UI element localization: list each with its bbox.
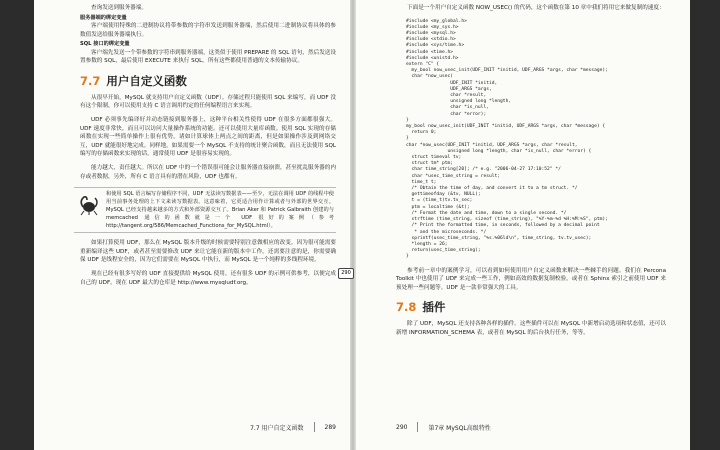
note-box <box>74 187 336 233</box>
right-page <box>356 0 690 450</box>
term-heading: SQL 接口的绑定变量 <box>80 41 130 48</box>
paragraph: 客户端先发送一个带参数的字符串到服务器端，这类似于使用 PREPARE 的 SQL 语句，然后发送设置参数的 SQL，最后使用 EXECUTE 来执行 SQL。所有这些都使用普通的文本传输协议。 <box>80 49 336 65</box>
section-heading <box>396 301 666 314</box>
section-number: 7.8 <box>396 300 417 315</box>
paragraph: 参考前一章中的案例学习，可以看到如何使用用户自定义函数来解决一些棘手的问题。我们在 Percona Toolkit 中也使用了 UDF 来完成一些工作，例如高效的数据复制校验，或者在 Sphinx 索引之前使用 UDF 来预处理一些问题等。UDF 是一款非常强大的工具。 <box>396 267 666 291</box>
right-margin-shadow <box>690 0 720 450</box>
term-heading: 服务器端的绑定变量 <box>80 14 127 21</box>
section-number: 7.7 <box>80 73 101 88</box>
code-block: #include <my_global.h> #include <my_sys.h> #include <mysql.h> #include <stdio.h> #include <sys/time.h> #include <time.h> #include <unistd.h> extern "C" { my_bool now_usec_init(UDF_INIT *initid, UDF_ARGS *args, char *message); char *now_usec( UDF_INIT *initid, UDF_ARGS *args, char *result, unsigned long *length, char *is_null, char *error); } my_bool now_usec_init(UDF_INIT *initid, UDF_ARGS *args, char *message) { return 0; } char *now_usec(UDF_INIT *initid, UDF_ARGS *args, char *result, unsigned long *length, char *is_null, char *error) { struct timeval tv; struct tm* ptm; char time_string[20]; /* e.g. "2006-04-27 17:10:52" */ char *usec_time_string = result; time_t t; /* Obtain the time of day, and convert it to a tm struct. */ gettimeofday (&tv, NULL); t = (time_t)tv.tv_sec; ptm = localtime (&t); /* Format the date and time, down to a single second. */ strftime (time_string, sizeof (time_string), "%Y-%m-%d %H:%M:%S", ptm); /* Print the formatted time, in seconds, followed by a decimal point * and the microseconds. */ sprintf(usec_time_string, "%s.%06ld\n", time_string, tv.tv_usec); *length = 26; return(usec_time_string); } <box>406 18 608 260</box>
left-margin-shadow <box>0 0 34 450</box>
paragraph: 下面是一个用户自定义函数 NOW_USEC() 的代码，这个函数在第 10 章中我们将用它来做复制的速度： <box>407 5 665 11</box>
right-footer <box>396 422 491 432</box>
section-heading <box>80 75 336 88</box>
section-title: 插件 <box>422 300 446 315</box>
scorpion-note-icon <box>78 194 100 216</box>
left-footer <box>250 422 336 432</box>
page-tab-next[interactable]: 290 <box>338 268 354 279</box>
left-page <box>34 0 350 450</box>
paragraph: UDF 必须事先编译好并动态链接到服务器上，这种平台相关性使得 UDF 在很多方面都很强大。UDF 速度非常快，而且可以访问大量操作系统的功能。还可以使用大量库函数。使用 SQL 实现的存储函数在实现一些简单操作上很有优势，诸如计算球体上两点之间的距离，但是如果操作涉及到网络交互，UDF 就能很好地完成。同样地，如果需要一个 MySQL 不支持的统计聚合函数，而且无法使用 SQL 编写的存储函数来实现的话，通常使用 UDF 是很容易实现的。 <box>80 116 336 158</box>
paragraph: 客户端使用特殊的二进制协议将带参数的字符串发送到服务器端，然后使用二进制协议将具体的参数值发送给服务器端执行。 <box>80 23 336 38</box>
footer-section: 7.7 用户自定义函数 <box>250 424 304 432</box>
section-title: 用户自定义函数 <box>106 73 187 88</box>
paragraph: 除了 UDF，MySQL 还支持各种各样的插件。这些插件可以在 MySQL 中新增启动选项和状态值，还可以新增 INFORMATION_SCHEMA 表，或者在 MySQL 的后台执行任务，等等。 <box>396 321 666 336</box>
paragraph: 能力越大，责任越大。所以在 UDF 中的一个错误很可能会让服务器直接崩溃，甚至扰乱服务器的内存或者数据，另外，所有 C 语言具有的潜在风险，UDF 也都有。 <box>80 164 336 180</box>
page-number: 290 <box>396 423 408 431</box>
paragraph: 如果打算使用 UDF，那么在 MySQL 版本升级的时候需要特别注意做相应的改变。因为很可能需要重新编译这些 UDF，或者甚至需要修改 UDF 来让它能在新的版本中工作。还需要注意的是，你需要确保 UDF 是线程安全的，因为它们需要在 MySQL 中执行，而 MySQL 是一个纯粹的多线程环境。 <box>80 240 336 264</box>
right-page-content <box>396 4 666 337</box>
paragraph: 查询发送到服务器端。 <box>91 5 147 11</box>
footer-chapter: 第7章 MySQL高级特性 <box>428 424 491 432</box>
paragraph: 现在已经有很多写好的 UDF 直接提供给 MySQL 使用，还有很多 UDF 的示例可供参考，以便完成自己的 UDF。现在 UDF 最大的仓库是 http://www.mysqludf.org。 <box>80 270 336 286</box>
note-text: 和使用 SQL 语言编写存储程序不同，UDF 无法读写数据表——至少，无法在调用 UDF 的线程中使用当前事务处理的上下文来读写数据表。这意味着，它更适合用作计算或者与外部的世界交互。MySQL 已经支持越来越多的方式和外部资源交互了。Brian Aker 和 Patrick Galbraith 创建的与 memcached 通信的函数就是一个 UDF 很好的案例（参考 http://tangent.org/586/Memcached_Functions_for_MySQL.html）。 <box>106 191 334 230</box>
page-number: 289 <box>324 423 336 431</box>
paragraph: 从很早开始，MySQL 就支持用户自定义函数（UDF）。存储过程只能使用 SQL 来编写，而 UDF 没有这个限制，你可以使用支持 C 语言调用约定的任何编程语言来实现。 <box>80 94 336 110</box>
left-page-content <box>80 4 336 287</box>
